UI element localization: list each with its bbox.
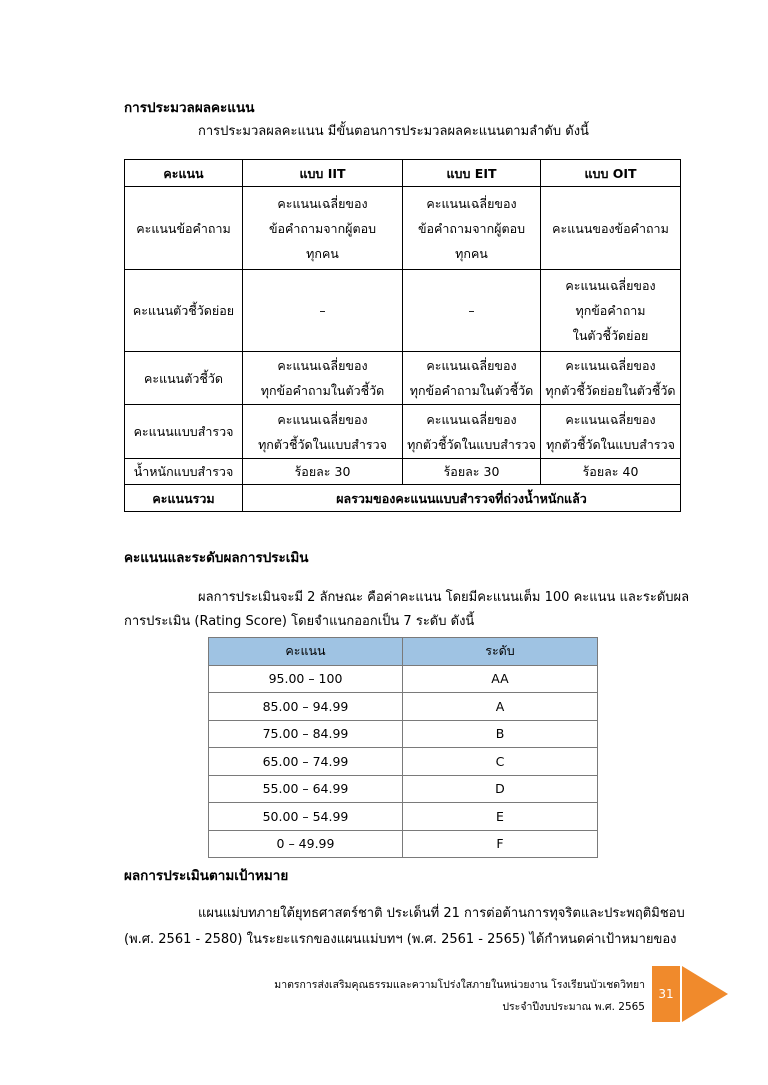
section-intro: การประมวลผลคะแนน มีขั้นตอนการประมวลผลคะแนนตามลำดับ ดังนี้ bbox=[198, 124, 589, 139]
rating-para-line1: ผลการประเมินจะมี 2 ลักษณะ คือค่าคะแนน โดยมีคะแนนเต็ม 100 คะแนน และระดับผล bbox=[198, 590, 690, 605]
table-row bbox=[125, 459, 681, 485]
total-value: ผลรวมของคะแนนแบบสำรวจที่ถ่วงน้ำหนักแล้ว bbox=[243, 485, 681, 512]
table-row bbox=[209, 775, 598, 803]
header-iit: แบบ IIT bbox=[243, 160, 403, 187]
section-heading-score-processing: การประมวลผลคะแนน bbox=[124, 100, 255, 116]
rating-level: AA bbox=[403, 665, 598, 693]
cell-line: คะแนนเฉลี่ยของ bbox=[426, 195, 517, 211]
cell-line: ทุกตัวชี้วัดย่อยในตัวชี้วัด bbox=[545, 383, 676, 398]
cell-line: คะแนนเฉลี่ยของ bbox=[565, 411, 656, 427]
cell-line: ทุกตัวชี้วัดในแบบสำรวจ bbox=[407, 436, 536, 452]
cell-line: ข้อคำถามจากผู้ตอบ bbox=[268, 220, 377, 236]
rating-level: A bbox=[403, 693, 598, 721]
table-row bbox=[209, 665, 598, 693]
cell-oit: ร้อยละ 40 bbox=[541, 459, 681, 485]
rating-score: 65.00 – 74.99 bbox=[209, 748, 403, 776]
cell-line: ทุกคน bbox=[306, 245, 339, 261]
cell-eit: ร้อยละ 30 bbox=[403, 459, 541, 485]
table-total-row bbox=[125, 485, 681, 512]
cell-line: คะแนนของข้อคำถาม bbox=[552, 220, 669, 236]
cell-oit bbox=[541, 187, 681, 270]
rating-score: 50.00 – 54.99 bbox=[209, 803, 403, 831]
cell-oit bbox=[541, 270, 681, 352]
target-para-line2: (พ.ศ. 2561 - 2580) ในระยะแรกของแผนแม่บทฯ (พ.ศ. 2561 - 2565) ได้กำหนดค่าเป้าหมายของ bbox=[124, 932, 677, 947]
table-row bbox=[125, 352, 681, 405]
rating-header-score: คะแนน bbox=[209, 638, 403, 666]
rating-score: 95.00 – 100 bbox=[209, 665, 403, 693]
cell-line: ทุกตัวชี้วัดในแบบสำรวจ bbox=[258, 436, 387, 452]
table-row bbox=[125, 187, 681, 270]
cell-line: ทุกตัวชี้วัดในแบบสำรวจ bbox=[546, 436, 675, 452]
rating-score: 75.00 – 84.99 bbox=[209, 720, 403, 748]
rating-level: D bbox=[403, 775, 598, 803]
cell-iit: – bbox=[243, 270, 403, 352]
rating-score: 55.00 – 64.99 bbox=[209, 775, 403, 803]
header-oit: แบบ OIT bbox=[541, 160, 681, 187]
rating-level: B bbox=[403, 720, 598, 748]
cell-iit bbox=[243, 405, 403, 459]
cell-iit: ร้อยละ 30 bbox=[243, 459, 403, 485]
table-header-row bbox=[125, 160, 681, 187]
cell-line: คะแนนเฉลี่ยของ bbox=[426, 358, 517, 373]
page-number: 31 bbox=[652, 966, 680, 1022]
rating-level: F bbox=[403, 830, 598, 858]
table-row bbox=[209, 803, 598, 831]
table-row bbox=[125, 405, 681, 459]
row-label: คะแนนตัวชี้วัดย่อย bbox=[125, 270, 243, 352]
cell-line: ทุกข้อคำถามในตัวชี้วัด bbox=[409, 383, 534, 398]
section-heading-target: ผลการประเมินตามเป้าหมาย bbox=[124, 868, 289, 884]
total-label: คะแนนรวม bbox=[125, 485, 243, 512]
page-arrow-icon bbox=[682, 966, 728, 1022]
rating-para-line2: การประเมิน (Rating Score) โดยจำแนกออกเป็น 7 ระดับ ดังนี้ bbox=[124, 614, 475, 629]
cell-line: คะแนนเฉลี่ยของ bbox=[426, 411, 517, 427]
row-label: คะแนนข้อคำถาม bbox=[125, 187, 243, 270]
row-label: น้ำหนักแบบสำรวจ bbox=[125, 459, 243, 485]
cell-line: ทุกข้อคำถามในตัวชี้วัด bbox=[260, 383, 385, 398]
cell-line: คะแนนเฉลี่ยของ bbox=[277, 195, 368, 211]
section-heading-rating: คะแนนและระดับผลการประเมิน bbox=[124, 550, 309, 566]
cell-iit bbox=[243, 352, 403, 405]
rating-header-level: ระดับ bbox=[403, 638, 598, 666]
cell-eit bbox=[403, 187, 541, 270]
header-score: คะแนน bbox=[125, 160, 243, 187]
cell-eit bbox=[403, 405, 541, 459]
rating-score: 85.00 – 94.99 bbox=[209, 693, 403, 721]
target-para-line1: แผนแม่บทภายใต้ยุทธศาสตร์ชาติ ประเด็นที่ 21 การต่อต้านการทุจริตและประพฤติมิชอบ bbox=[198, 906, 685, 921]
cell-line: ทุกคน bbox=[455, 245, 488, 261]
cell-oit bbox=[541, 352, 681, 405]
cell-eit: – bbox=[403, 270, 541, 352]
footer-line2: ประจำปีงบประมาณ พ.ศ. 2565 bbox=[502, 1001, 645, 1013]
rating-level: E bbox=[403, 803, 598, 831]
row-label: คะแนนแบบสำรวจ bbox=[125, 405, 243, 459]
footer-line1: มาตรการส่งเสริมคุณธรรมและความโปร่งใสภายในหน่วยงาน โรงเรียนบัวเชดวิทยา bbox=[274, 979, 645, 991]
rating-score: 0 – 49.99 bbox=[209, 830, 403, 858]
table-row bbox=[209, 748, 598, 776]
table-row bbox=[209, 693, 598, 721]
cell-eit bbox=[403, 352, 541, 405]
table-row bbox=[209, 830, 598, 858]
header-eit: แบบ EIT bbox=[403, 160, 541, 187]
cell-iit bbox=[243, 187, 403, 270]
rating-table bbox=[208, 637, 598, 858]
rating-level: C bbox=[403, 748, 598, 776]
score-processing-table bbox=[124, 159, 681, 512]
rating-header-row bbox=[209, 638, 598, 666]
table-row bbox=[125, 270, 681, 352]
cell-line: คะแนนเฉลี่ยของ bbox=[565, 358, 656, 373]
row-label: คะแนนตัวชี้วัด bbox=[125, 352, 243, 405]
cell-line: คะแนนเฉลี่ยของ bbox=[277, 358, 368, 373]
cell-oit bbox=[541, 405, 681, 459]
table-row bbox=[209, 720, 598, 748]
cell-line: ข้อคำถามจากผู้ตอบ bbox=[417, 220, 526, 236]
cell-line: คะแนนเฉลี่ยของ bbox=[277, 411, 368, 427]
cell-line: คะแนนเฉลี่ยของ bbox=[565, 278, 656, 293]
cell-line: ทุกข้อคำถาม bbox=[575, 303, 646, 318]
cell-line: ในตัวชี้วัดย่อย bbox=[572, 328, 649, 343]
